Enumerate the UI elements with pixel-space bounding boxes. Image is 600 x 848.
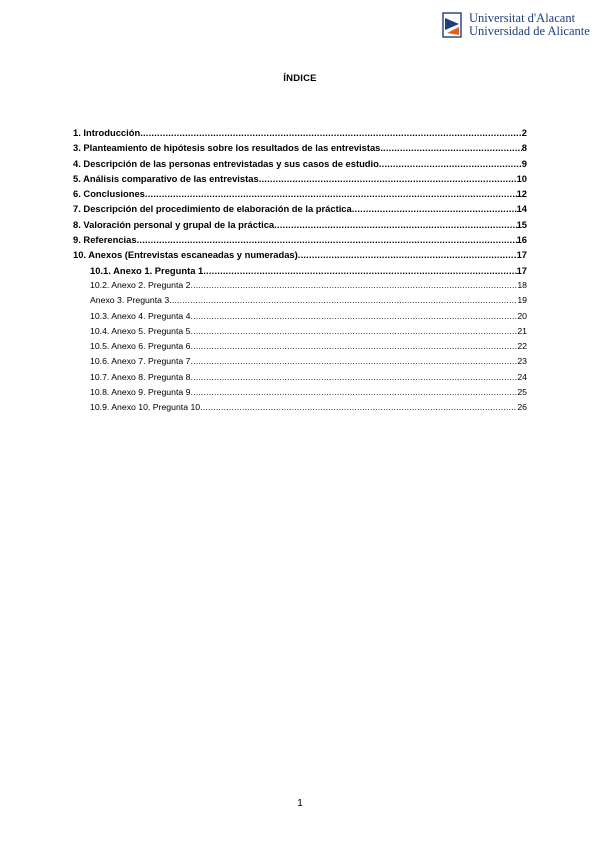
toc-entry-label: 4. Descripción de las personas entrevistadas y sus casos de estudio (73, 157, 379, 169)
toc-leader-dots (379, 158, 522, 169)
toc-entry-label: 10.6. Anexo 7. Pregunta 7 (90, 356, 191, 367)
toc-entry[interactable] (73, 280, 527, 295)
logo-text (469, 12, 590, 38)
toc-entry-label: 1. Introducción (73, 127, 141, 138)
toc-entry-page: 18 (517, 279, 527, 290)
toc-entry[interactable] (73, 402, 527, 417)
toc-entry-label: 10.7. Anexo 8. Pregunta 8 (90, 371, 191, 382)
toc-leader-dots (145, 188, 517, 199)
toc-leader-dots (169, 295, 517, 305)
toc-leader-dots (190, 356, 517, 366)
toc-entry-page: 2 (521, 127, 527, 138)
toc-entry-page: 25 (517, 387, 527, 398)
toc-entry[interactable] (73, 265, 527, 280)
toc-entry[interactable] (73, 142, 527, 157)
toc-entry-page: 17 (516, 264, 527, 276)
toc-leader-dots (190, 326, 517, 336)
toc-entry-page: 24 (517, 371, 527, 382)
toc-entry-page: 16 (516, 234, 527, 246)
toc-entry-label: 10.5. Anexo 6. Pregunta 6 (90, 341, 191, 352)
toc-leader-dots (200, 402, 517, 412)
toc-entry[interactable] (73, 341, 527, 356)
toc-entry-page: 21 (517, 325, 527, 336)
toc-entry[interactable] (73, 158, 527, 173)
toc-entry-label: 10.3. Anexo 4. Pregunta 4 (90, 310, 191, 321)
toc-entry-label: 7. Descripción del procedimiento de elaboración de la práctica (73, 203, 352, 215)
toc-entry-page: 14 (516, 203, 527, 215)
toc-entry-page: 26 (517, 402, 527, 413)
toc-entry-label: 6. Conclusiones (73, 188, 145, 200)
toc-entry[interactable] (73, 372, 527, 387)
toc-entry-label: 10. Anexos (Entrevistas escaneadas y numeradas) (73, 249, 298, 261)
toc-leader-dots (298, 249, 517, 260)
toc-leader-dots (190, 311, 517, 321)
toc-entry-label: 10.1. Anexo 1. Pregunta 1 (90, 264, 204, 276)
toc-entry-label: 5. Análisis comparativo de las entrevistas (73, 172, 259, 184)
table-of-contents (73, 127, 527, 418)
toc-entry-page: 12 (516, 188, 527, 200)
toc-entry-page: 10 (516, 172, 527, 184)
toc-entry-page: 8 (521, 142, 527, 154)
toc-leader-dots (190, 372, 517, 382)
toc-entry[interactable] (73, 311, 527, 326)
toc-leader-dots (352, 203, 517, 214)
toc-entry[interactable] (73, 203, 527, 218)
toc-entry[interactable] (73, 234, 527, 249)
toc-entry[interactable] (73, 356, 527, 371)
toc-entry-label: 10.4. Anexo 5. Pregunta 5 (90, 325, 191, 336)
toc-entry[interactable] (73, 188, 527, 203)
toc-entry[interactable] (73, 249, 527, 264)
toc-entry-label: 8. Valoración personal y grupal de la práctica (73, 218, 275, 230)
toc-leader-dots (137, 234, 517, 245)
toc-leader-dots (190, 341, 517, 351)
toc-entry[interactable] (73, 387, 527, 402)
toc-leader-dots (259, 173, 517, 184)
logo-line-1: Universitat d'Alacant (469, 11, 576, 25)
toc-entry-page: 15 (516, 218, 527, 230)
toc-entry-label: Anexo 3. Pregunta 3 (90, 295, 170, 306)
toc-entry-label: 3. Planteamiento de hipótesis sobre los resultados de las entrevistas. (73, 142, 384, 154)
page-number: 1 (297, 798, 303, 809)
toc-entry[interactable] (73, 326, 527, 341)
toc-leader-dots (203, 265, 516, 276)
toc-entry[interactable] (73, 219, 527, 234)
toc-leader-dots (190, 280, 517, 290)
toc-entry-page: 17 (516, 249, 527, 261)
toc-leader-dots (274, 219, 516, 230)
toc-entry-page: 22 (517, 341, 527, 352)
university-emblem-icon (441, 10, 465, 40)
toc-entry[interactable] (73, 173, 527, 188)
toc-leader-dots (140, 127, 522, 138)
toc-leader-dots (383, 142, 522, 153)
toc-entry-label: 10.9. Anexo 10. Pregunta 10 (90, 402, 201, 413)
toc-entry-page: 19 (517, 295, 527, 306)
toc-entry-label: 10.8. Anexo 9. Pregunta 9 (90, 387, 191, 398)
toc-entry-page: 23 (517, 356, 527, 367)
university-logo (441, 10, 590, 40)
page-title: ÍNDICE (283, 73, 317, 84)
toc-entry-label: 10.2. Anexo 2. Pregunta 2 (90, 279, 191, 290)
toc-entry-label: 9. Referencias (73, 234, 137, 246)
toc-entry-page: 20 (517, 310, 527, 321)
toc-leader-dots (190, 387, 517, 397)
toc-entry[interactable] (73, 127, 527, 142)
toc-entry-page: 9 (521, 157, 527, 169)
logo-line-2: Universidad de Alicante (469, 24, 590, 38)
toc-entry[interactable] (73, 295, 527, 310)
